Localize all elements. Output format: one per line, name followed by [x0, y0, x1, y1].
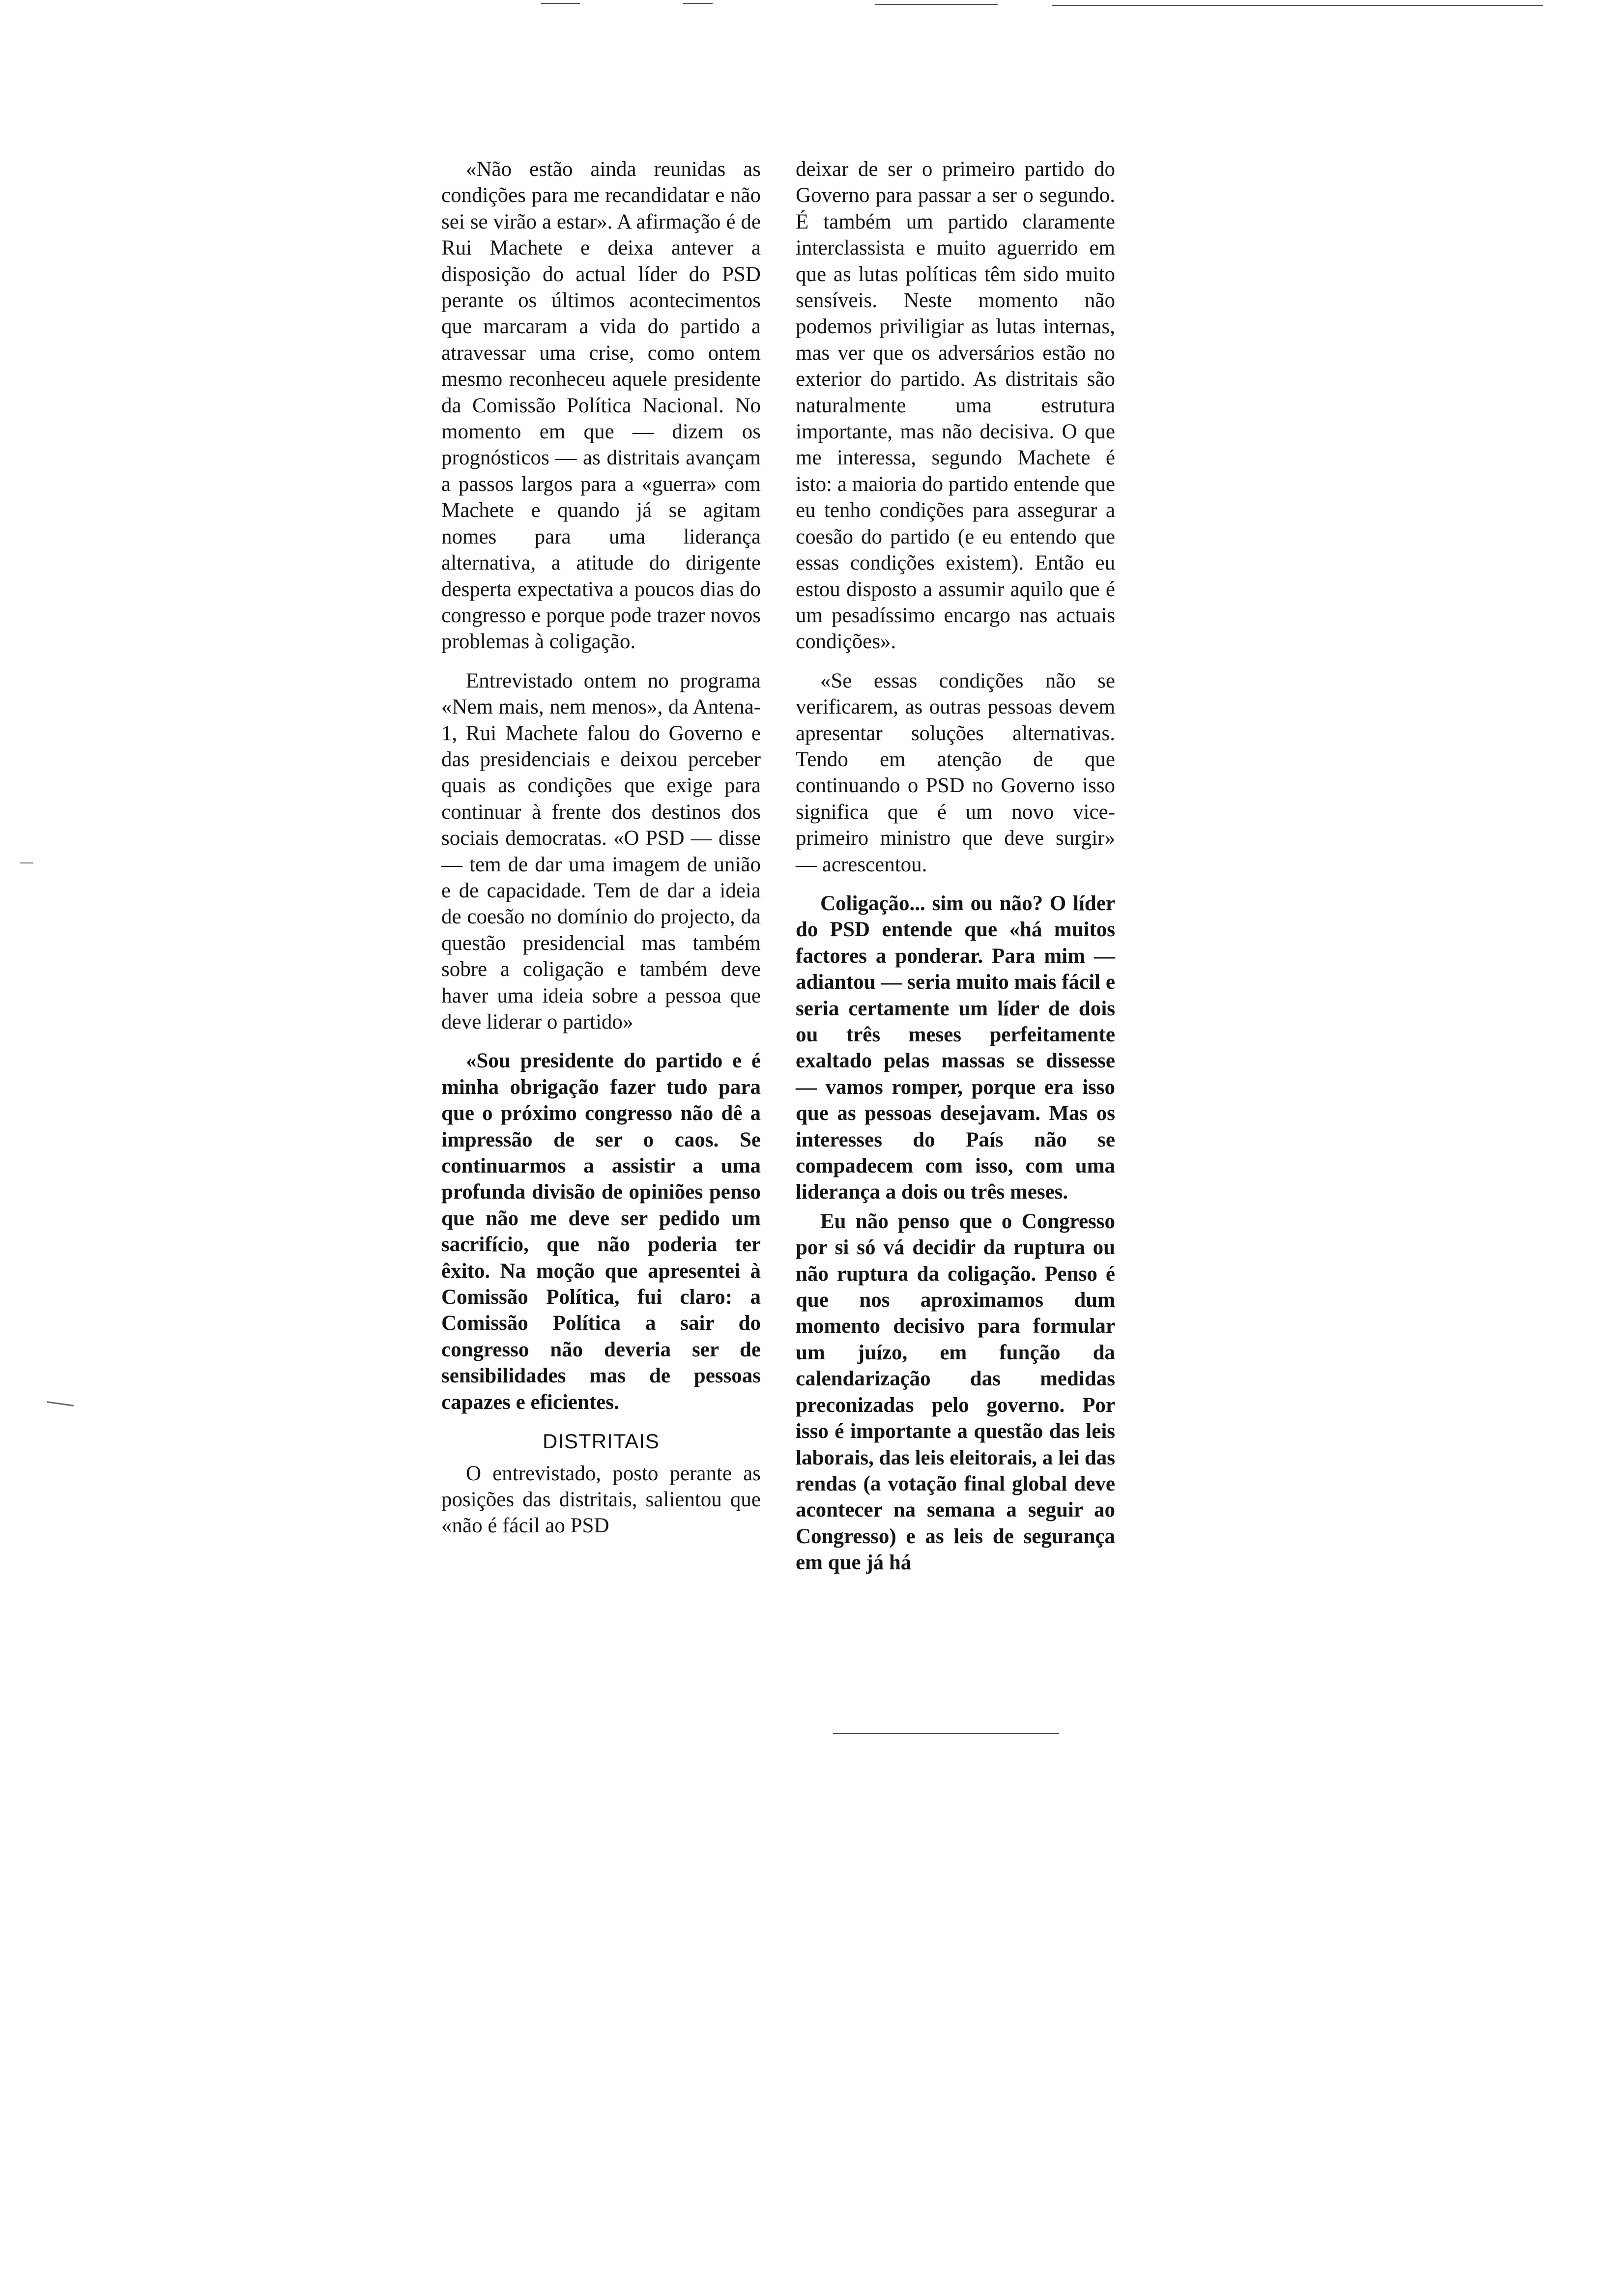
article-paragraph: Eu não penso que o Congresso por si só vá decidir da ruptura ou não ruptura da coligação. Penso é que nos aproximamos dum momento decisivo para formular um juízo, em função da calendarização das medidas preconizadas pelo governo. Por isso é importante a questão das leis laborais, das leis eleitorais, a lei das rendas (a votação final global deve acontecer na semana a seguir ao Congresso) e as leis de segurança em que já há [796, 1209, 1115, 1575]
scan-edge-line [541, 3, 580, 4]
article-column-right [796, 156, 1115, 1589]
article-paragraph: «Sou presidente do partido e é minha obrigação fazer tudo para que o próximo congresso não dê a impressão de ser o caos. Se continuarmos a assistir a uma profunda divisão de opiniões penso que não me deve ser pedido um sacrifício, que não poderia ter êxito. Na moção que apresentei à Comissão Política, fui claro: a Comissão Política a sair do congresso não deveria ser de sensibilidades mas de pessoas capazes e eficientes. [441, 1049, 761, 1414]
article-column-left [441, 156, 761, 1552]
article-paragraph: «Não estão ainda reunidas as condições para me recandidatar e não sei se virão a estar». A afirmação é de Rui Machete e deixa antever a disposição do actual líder do PSD perante os últimos acontecimentos que marcaram a vida do partido a atravessar uma crise, como ontem mesmo reconheceu aquele presidente da Comissão Política Nacional. No momento em que — dizem os prognósticos — as distritais avançam a passos largos para a «guerra» com Machete e quando já se agitam nomes para uma liderança alternativa, a atitude do dirigente desperta expectativa a poucos dias do congresso e porque pode trazer novos problemas à coligação. [441, 158, 761, 654]
scan-edge-line [1052, 5, 1543, 6]
scan-edge-line [875, 4, 998, 5]
article-paragraph: «Se essas condições não se verificarem, as outras pessoas devem apresentar soluções alternativas. Tendo em atenção de que continuando o PSD no Governo isso significa que é um novo vice-primeiro ministro que deve surgir» — acrescentou. [796, 669, 1115, 876]
article-paragraph: Coligação... sim ou não? O líder do PSD entende que «há muitos factores a ponderar. Para mim — adiantou — seria muito mais fácil e seria certamente um líder de dois ou três meses perfeitamente exaltado pelas massas se dissesse — vamos romper, porque era isso que as pessoas desejavam. Mas os interesses do País não se compadecem com isso, com uma liderança a dois ou três meses. [796, 891, 1115, 1204]
margin-mark [20, 862, 33, 863]
column-end-rule [833, 1733, 1059, 1734]
article-paragraph: O entrevistado, posto perante as posições das distritais, salientou que «não é fácil ao PSD [441, 1462, 761, 1538]
section-subhead: DISTRITAIS [543, 1430, 660, 1453]
article-paragraph: Entrevistado ontem no programa «Nem mais, nem menos», da Antena-1, Rui Machete falou do Governo e das presidenciais e deixou perceber quais as condições que exige para continuar à frente dos destinos dos sociais democratas. «O PSD — disse — tem de dar uma imagem de união e de capacidade. Tem de dar a ideia de coesão no domínio do projecto, da questão presidencial mas também sobre a coligação e também deve haver uma ideia sobre a pessoa que deve liderar o partido» [441, 669, 761, 1033]
margin-mark [47, 1401, 74, 1406]
scan-edge-line [683, 3, 713, 4]
article-paragraph: deixar de ser o primeiro partido do Governo para passar a ser o segundo. É também um partido claramente interclassista e muito aguerrido em que as lutas políticas têm sido muito sensíveis. Neste momento não podemos priviligiar as lutas internas, mas ver que os adversários estão no exterior do partido. As distritais são naturalmente uma estrutura importante, mas não decisiva. O que me interessa, segundo Machete é isto: a maioria do partido entende que eu tenho condições para assegurar a coesão do partido (e eu entendo que essas condições existem). Então eu estou disposto a assumir aquilo que é um pesadíssimo encargo nas actuais condições». [796, 158, 1115, 654]
